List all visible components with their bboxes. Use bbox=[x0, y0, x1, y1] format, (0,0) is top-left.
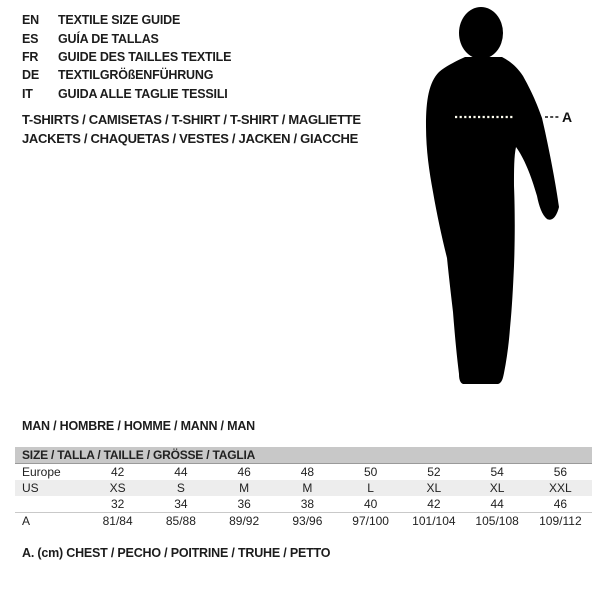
size-cell: XL bbox=[489, 481, 505, 495]
measurement-legend: A. (cm) CHEST / PECHO / POITRINE / TRUHE / PETTO bbox=[22, 546, 331, 560]
size-cell: 46 bbox=[237, 465, 251, 479]
language-row-de bbox=[22, 66, 231, 84]
language-code: DE bbox=[22, 68, 39, 83]
language-code: ES bbox=[22, 31, 39, 46]
size-cell: XS bbox=[109, 481, 126, 495]
size-cell: M bbox=[302, 481, 313, 495]
size-cell: 48 bbox=[300, 465, 315, 479]
language-label: TEXTILE SIZE GUIDE bbox=[58, 13, 181, 28]
size-cell: XL bbox=[426, 481, 442, 495]
language-label: GUIDE DES TAILLES TEXTILE bbox=[58, 49, 232, 64]
language-code: FR bbox=[22, 49, 39, 64]
table-row-us bbox=[15, 480, 592, 496]
language-label: GUIDA ALLE TAGLIE TESSILI bbox=[58, 86, 228, 101]
garment-categories bbox=[22, 110, 361, 148]
size-cell: 56 bbox=[553, 465, 568, 479]
category-jackets: JACKETS / CHAQUETAS / VESTES / JACKEN / GIACCHE bbox=[22, 131, 358, 146]
language-code: EN bbox=[22, 13, 39, 28]
section-header-man: MAN / HOMBRE / HOMME / MANN / MAN bbox=[22, 419, 255, 433]
language-row-en bbox=[22, 11, 231, 29]
size-table-header: SIZE / TALLA / TAILLE / GRÖSSE / TAGLIA bbox=[15, 447, 592, 464]
size-cell: 40 bbox=[363, 497, 378, 511]
size-cell: L bbox=[367, 481, 374, 495]
size-cell: 101/104 bbox=[412, 514, 456, 528]
size-cell: 46 bbox=[553, 497, 568, 511]
size-cell: 85/88 bbox=[165, 514, 196, 528]
size-cell: 42 bbox=[427, 497, 441, 511]
row-label bbox=[15, 496, 86, 512]
language-label: TEXTILGRÖßENFÜHRUNG bbox=[58, 68, 214, 83]
language-list bbox=[22, 11, 231, 103]
size-cell: 44 bbox=[174, 465, 188, 479]
row-label: A bbox=[22, 514, 31, 528]
size-cell: M bbox=[239, 481, 250, 495]
language-row-it bbox=[22, 85, 231, 103]
table-row-uk bbox=[15, 496, 592, 512]
man-silhouette-figure bbox=[420, 0, 600, 395]
size-cell: 109/112 bbox=[539, 514, 582, 528]
size-cell: 38 bbox=[300, 497, 315, 511]
size-cell: 34 bbox=[174, 497, 188, 511]
size-cell: 32 bbox=[110, 497, 125, 511]
table-row-europe bbox=[15, 464, 592, 480]
row-label: US bbox=[22, 481, 39, 495]
size-cell: 105/108 bbox=[475, 514, 519, 528]
table-row-chest-cm bbox=[15, 512, 592, 529]
size-cell: 42 bbox=[110, 465, 125, 479]
size-cell: 50 bbox=[363, 465, 378, 479]
size-cell: 44 bbox=[490, 497, 504, 511]
language-row-fr bbox=[22, 48, 231, 66]
size-cell: 36 bbox=[237, 497, 251, 511]
size-cell: 93/96 bbox=[292, 514, 323, 528]
row-label: Europe bbox=[22, 465, 61, 479]
language-code: IT bbox=[22, 86, 33, 101]
size-cell: 81/84 bbox=[102, 514, 133, 528]
size-cell: 54 bbox=[490, 465, 504, 479]
size-cell: S bbox=[176, 481, 185, 495]
chest-marker-label: A bbox=[562, 109, 573, 125]
size-cell: XXL bbox=[549, 481, 572, 495]
size-cell: 89/92 bbox=[229, 514, 260, 528]
size-table bbox=[15, 447, 592, 529]
language-row-es bbox=[22, 29, 231, 47]
language-label: GUÍA DE TALLAS bbox=[58, 31, 159, 46]
size-cell: 97/100 bbox=[352, 514, 389, 528]
size-cell: 52 bbox=[427, 465, 441, 479]
man-silhouette bbox=[426, 7, 559, 384]
category-tshirts: T-SHIRTS / CAMISETAS / T-SHIRT / T-SHIRT / MAGLIETTE bbox=[22, 112, 361, 127]
